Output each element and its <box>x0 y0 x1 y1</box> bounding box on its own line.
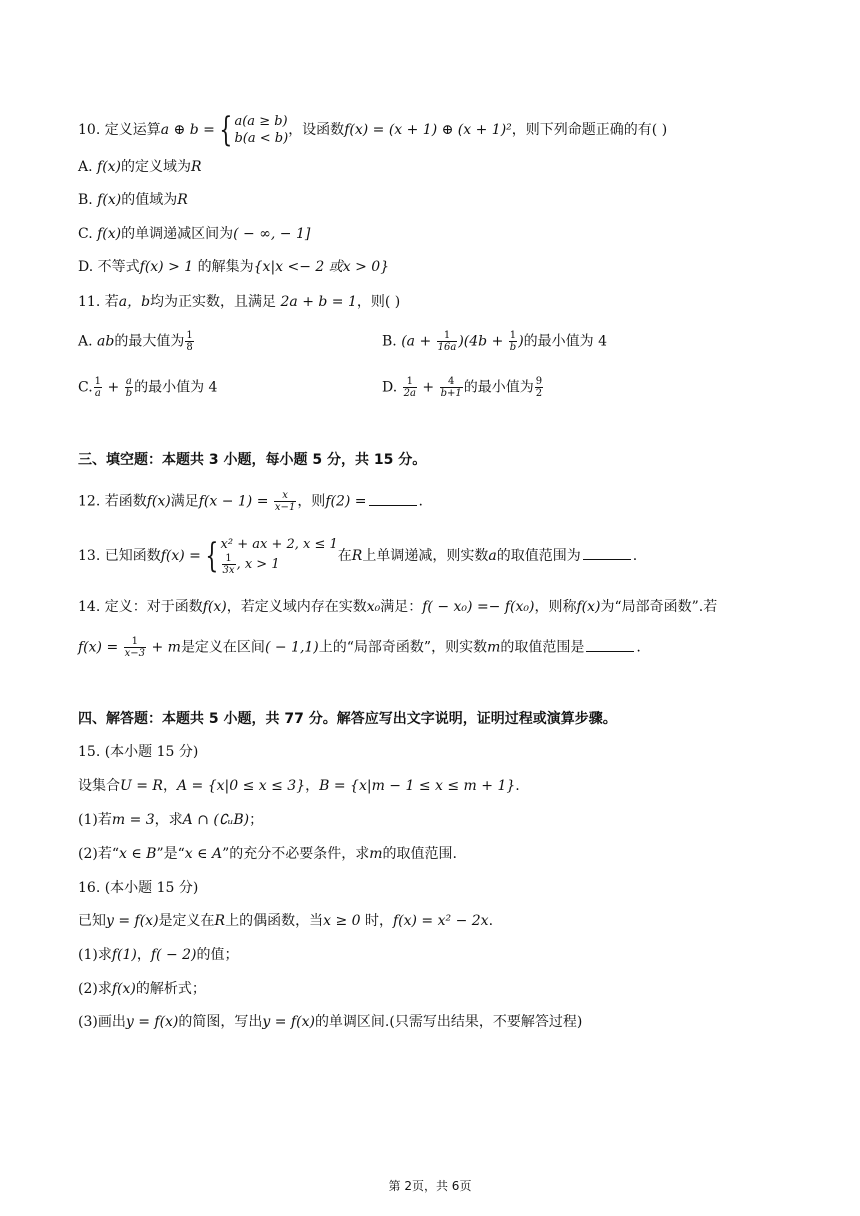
fraction: $\frac{a}{b}$ <box>125 376 133 399</box>
q10-op-definition: a ⊕ b = <box>160 122 215 138</box>
fraction: $\frac{1}{2a}$ <box>403 376 416 399</box>
q10-option-b: B. f(x)的值域为R <box>78 192 188 208</box>
page-footer: 第 2页，共 6页 <box>388 1179 472 1193</box>
q10-case-1: a(a ≥ b) <box>234 114 288 129</box>
q16-line-3: (2)求f(x)的解析式； <box>78 981 206 997</box>
q16-line-2: (1)求f(1)，f( − 2)的值； <box>78 947 239 963</box>
q14-line-1: 14. 定义：对于函数f(x)，若定义域内存在实数x₀满足：f( − x₀) =− f(x₀)，则称f(x)为“局部奇函数”.若 <box>78 599 718 615</box>
q10-stem-text: 10. 定义运算 <box>78 122 161 138</box>
q10-stem-text-3: ，则下列命题正确的有( ) <box>511 122 668 138</box>
q15-line-3: (2)若“x ∈ B”是“x ∈ A”的充分不必要条件，求m的取值范围. <box>78 846 457 862</box>
fraction: $\frac{4}{b+1}$ <box>440 376 462 399</box>
q10-function: f(x) = (x + 1) ⊕ (x + 1)² <box>344 122 512 138</box>
q10-option-d: D. 不等式f(x) > 1 的解集为{x|x <− 2 或x > 0} <box>78 259 390 275</box>
answer-blank <box>586 639 634 652</box>
q11-option-d: D. $\frac{1}{2a}$ + $\frac{4}{b+1}$ 的最小值为 $\frac{9}{2}$ <box>382 376 543 399</box>
q10-case-2: b(a < b) <box>234 131 289 146</box>
fraction: $\frac{1}{x-3}$ <box>124 636 146 659</box>
q14-line-2: f(x) = $\frac{1}{x-3}$ + m是定义在区间( − 1,1)上的“局部奇函数”，则实数m的取值范围是 . <box>78 636 641 659</box>
q13-cases: { x² + ax + 2, x ≤ 1 $\frac{1}{3x}$ , x > 1 <box>205 536 338 576</box>
q16-line-4: (3)画出y = f(x)的简图，写出y = f(x)的单调区间.(只需写出结果，不要解答过程) <box>78 1014 583 1030</box>
fraction: $\frac{1}{8}$ <box>186 330 193 353</box>
answer-blank <box>583 547 631 560</box>
fraction: $\frac{1}{16a}$ <box>437 330 457 353</box>
section-3-heading: 三、填空题：本题共 3 小题，每小题 5 分，共 15 分。 <box>78 452 427 468</box>
section-4-heading: 四、解答题：本题共 5 小题，共 77 分。解答应写出文字说明，证明过程或演算步骤。 <box>78 711 617 727</box>
q10-stem <box>78 110 668 150</box>
q10-option-c: C. f(x)的单调递减区间为( − ∞, − 1] <box>78 226 311 242</box>
q15-line-1: 设集合U = R，A = {x|0 ≤ x ≤ 3}，B = {x|m − 1 ≤ x ≤ m + 1}. <box>78 778 520 794</box>
q16-line-1: 已知y = f(x)是定义在R上的偶函数，当x ≥ 0 时，f(x) = x² − 2x. <box>78 913 494 929</box>
q11-option-a: A. ab的最大值为 $\frac{1}{8}$ <box>78 330 193 353</box>
fraction: $\frac{1}{b}$ <box>509 330 517 353</box>
q13: 13. 已知函数f(x) = { x² + ax + 2, x ≤ 1 $\frac{1}{3x}$ , x > 1 在R上单调递减，则实数a的取值范围为 . <box>78 536 638 576</box>
fraction: $\frac{x}{x-1}$ <box>274 490 296 513</box>
q15-header: 15. (本小题 15 分) <box>78 744 199 760</box>
q10-stem-text-2: ，设函数 <box>288 122 345 138</box>
q10-option-a: A. f(x)的定义域为R <box>78 159 202 175</box>
fraction: $\frac{9}{2}$ <box>535 376 543 399</box>
q11-option-c: C. $\frac{1}{a}$ + $\frac{a}{b}$ 的最小值为 4 <box>78 376 218 399</box>
fraction: $\frac{1}{a}$ <box>94 376 102 399</box>
q15-line-2: (1)若m = 3，求A ∩ (∁ᵤB)； <box>78 812 264 828</box>
q11-option-b: B. (a + $\frac{1}{16a}$ )(4b + $\frac{1}{b}$ )的最小值为 4 <box>382 330 608 353</box>
q11-stem: 11. 若a，b均为正实数，且满足 2a + b = 1，则( ) <box>78 294 401 310</box>
q10-cases: { a(a ≥ b) b(a < b) <box>219 110 289 150</box>
q16-header: 16. (本小题 15 分) <box>78 880 199 896</box>
fraction: $\frac{1}{3x}$ <box>222 553 235 576</box>
answer-blank <box>369 493 417 506</box>
q12: 12. 若函数f(x)满足f(x − 1) = $\frac{x}{x-1}$ ，则f(2) = . <box>78 490 423 513</box>
